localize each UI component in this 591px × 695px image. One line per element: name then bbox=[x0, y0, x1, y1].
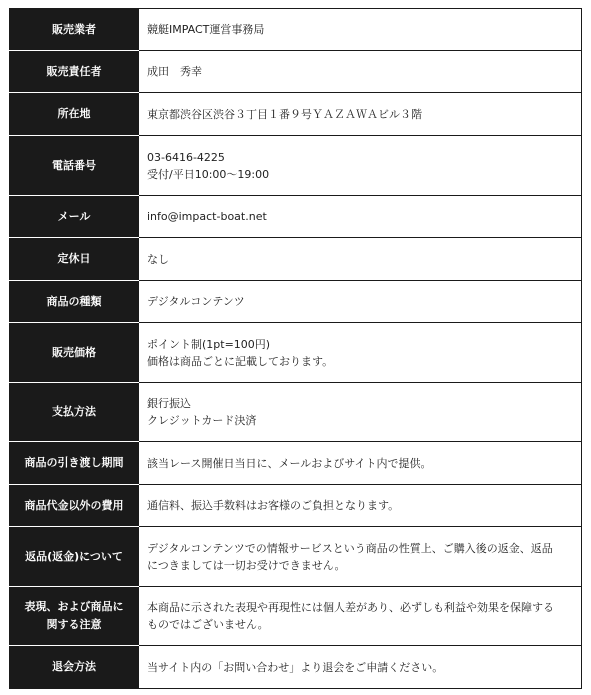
row-value bbox=[139, 587, 582, 646]
row-value-text: なし bbox=[147, 252, 169, 266]
row-value-text: につきましては一切お受けできません。 bbox=[147, 558, 346, 572]
row-value-text: 成田 秀幸 bbox=[147, 65, 202, 78]
row-value bbox=[139, 323, 582, 383]
business-hours: 受付/平日10:00〜19:00 bbox=[147, 167, 270, 181]
row-value bbox=[139, 9, 582, 51]
email-address: info@impact-boat.net bbox=[147, 210, 267, 223]
row-value bbox=[139, 238, 582, 281]
row-label-text: 販売責任者 bbox=[46, 64, 102, 78]
table-row bbox=[10, 587, 582, 646]
row-label bbox=[10, 281, 139, 323]
table-row bbox=[10, 281, 582, 323]
row-label bbox=[10, 196, 139, 238]
table-row bbox=[10, 485, 582, 527]
row-value bbox=[139, 485, 582, 527]
table-row bbox=[10, 383, 582, 442]
table-row bbox=[10, 323, 582, 383]
row-value-text: デジタルコンテンツ bbox=[147, 295, 245, 308]
row-value-text: 銀行振込 bbox=[147, 397, 191, 410]
row-value bbox=[139, 527, 582, 587]
row-label-text: 販売業者 bbox=[52, 22, 96, 36]
row-label bbox=[10, 646, 139, 689]
row-label bbox=[10, 136, 139, 196]
row-value bbox=[139, 93, 582, 136]
row-label-text: 返品(返金)について bbox=[25, 549, 123, 563]
row-label bbox=[10, 527, 139, 587]
row-value bbox=[139, 196, 582, 238]
row-value-text: 通信料、振込手数料はお客様のご負担となります。 bbox=[147, 499, 400, 512]
row-label bbox=[10, 238, 139, 281]
row-label-text: 商品代金以外の費用 bbox=[24, 498, 124, 512]
row-value bbox=[139, 136, 582, 196]
row-value bbox=[139, 281, 582, 323]
row-value-text: デジタルコンテンツでの情報サービスという商品の性質上、ご購入後の返金、返品 bbox=[147, 541, 553, 555]
table-row bbox=[10, 93, 582, 136]
row-label-text: 商品の引き渡し期間 bbox=[24, 456, 124, 469]
row-label-text: 所在地 bbox=[57, 107, 91, 120]
table-row bbox=[10, 442, 582, 485]
row-value-text: クレジットカード決済 bbox=[147, 414, 257, 427]
row-value bbox=[139, 383, 582, 442]
table-row bbox=[10, 136, 582, 196]
row-label-text: 販売価格 bbox=[52, 345, 96, 359]
row-label bbox=[10, 93, 139, 136]
row-label bbox=[10, 383, 139, 442]
row-value bbox=[139, 442, 582, 485]
table-row bbox=[10, 646, 582, 689]
row-label-text: 定休日 bbox=[57, 252, 91, 265]
row-value-text: 価格は商品ごとに記載しております。 bbox=[147, 354, 334, 368]
row-label-text: 商品の種類 bbox=[46, 294, 102, 308]
row-label bbox=[10, 587, 139, 646]
row-label bbox=[10, 51, 139, 93]
table-row bbox=[10, 527, 582, 587]
table-row bbox=[10, 9, 582, 51]
row-label-text: 電話番号 bbox=[52, 158, 96, 172]
row-label bbox=[10, 9, 139, 51]
row-label bbox=[10, 323, 139, 383]
row-value-text: 当サイト内の「お問い合わせ」より退会をご申請ください。 bbox=[147, 660, 444, 674]
row-label bbox=[10, 485, 139, 527]
legal-notice-table bbox=[9, 8, 582, 689]
row-value-text: ものではございません。 bbox=[147, 618, 269, 631]
row-label-text: 退会方法 bbox=[52, 660, 96, 673]
row-value-text: 競艇IMPACT運営事務局 bbox=[147, 23, 265, 36]
phone-number: 03-6416-4225 bbox=[147, 150, 225, 164]
table-row bbox=[10, 238, 582, 281]
row-label-text: 表現、および商品に bbox=[24, 600, 124, 613]
row-value-text: 本商品に示された表現や再現性には個人差があり、必ずしも利益や効果を保障する bbox=[147, 601, 554, 614]
row-label-text: 支払方法 bbox=[52, 405, 96, 418]
table-row bbox=[10, 196, 582, 238]
row-value-text: 該当レース開催日当日に、メールおよびサイト内で提供。 bbox=[147, 456, 432, 470]
row-label-text: 関する注意 bbox=[46, 618, 102, 631]
row-value bbox=[139, 51, 582, 93]
table-row bbox=[10, 51, 582, 93]
row-label bbox=[10, 442, 139, 485]
row-value-text: 東京都渋谷区渋谷３丁目１番９号ＹＡＺＡＷＡビル３階 bbox=[147, 107, 422, 121]
row-value-text: ポイント制(1pt=100円) bbox=[147, 337, 271, 351]
row-label-text: メール bbox=[57, 209, 91, 223]
row-value bbox=[139, 646, 582, 689]
